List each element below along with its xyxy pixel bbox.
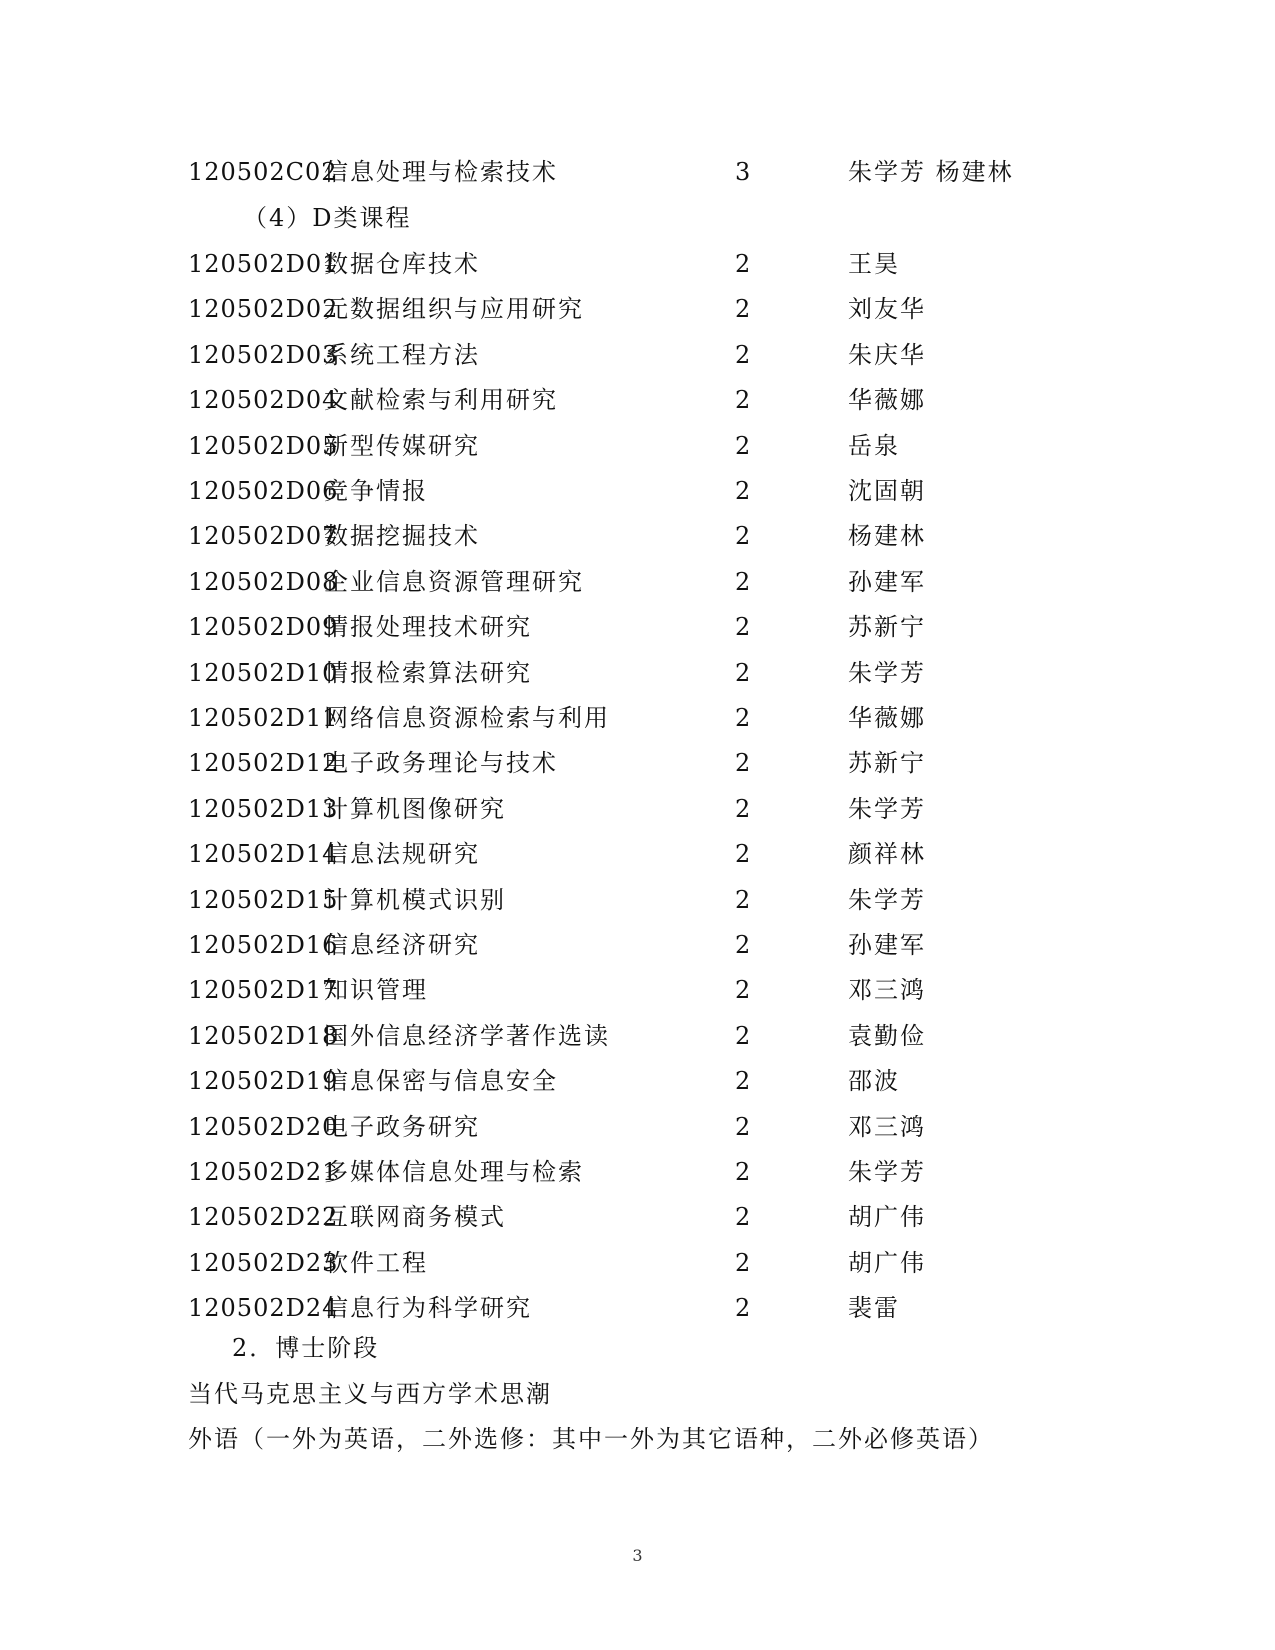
course-name: 电子政务理论与技术 — [324, 749, 558, 778]
course-teacher: 华薇娜 — [848, 704, 926, 732]
course-name: 网络信息资源检索与利用 — [324, 704, 610, 732]
course-name: 文献检索与利用研究 — [324, 386, 558, 415]
course-code: 120502D24 — [188, 1294, 339, 1323]
course-row — [0, 1288, 1275, 1328]
course-credit: 2 — [735, 931, 751, 959]
course-teacher: 邵波 — [848, 1067, 900, 1096]
course-teacher: 胡广伟 — [848, 1248, 926, 1277]
course-code: 120502D03 — [188, 340, 339, 369]
course-name: 多媒体信息处理与检索 — [324, 1158, 584, 1186]
course-code: 120502D02 — [188, 295, 339, 324]
course-row — [0, 1016, 1275, 1056]
course-teacher: 朱学芳 杨建林 — [848, 158, 1014, 186]
course-row — [0, 471, 1275, 511]
course-name: 信息法规研究 — [324, 840, 480, 869]
course-name: 软件工程 — [324, 1248, 428, 1277]
course-credit: 2 — [735, 477, 751, 505]
course-teacher: 沈固朝 — [848, 477, 926, 505]
course-credit: 2 — [735, 567, 751, 596]
course-teacher: 华薇娜 — [848, 386, 926, 415]
course-name: 互联网商务模式 — [324, 1203, 506, 1232]
course-row — [0, 244, 1275, 284]
course-row — [0, 834, 1275, 874]
doctoral-heading: 2．博士阶段 — [232, 1334, 380, 1362]
course-teacher: 苏新宁 — [848, 613, 926, 642]
course-credit: 2 — [735, 295, 751, 324]
course-credit: 2 — [735, 340, 751, 369]
course-name: 计算机模式识别 — [324, 885, 506, 914]
course-credit: 2 — [735, 1067, 751, 1096]
course-teacher: 苏新宁 — [848, 749, 926, 778]
course-name: 国外信息经济学著作选读 — [324, 1021, 610, 1050]
course-row — [0, 426, 1275, 466]
course-teacher: 颜祥林 — [848, 840, 926, 869]
course-teacher: 孙建军 — [848, 931, 926, 959]
course-row — [0, 970, 1275, 1010]
course-row — [0, 607, 1275, 647]
course-name: 知识管理 — [324, 976, 428, 1005]
course-credit: 2 — [735, 431, 751, 460]
course-code: 120502D15 — [188, 885, 339, 914]
course-row — [0, 152, 1275, 192]
course-row — [0, 925, 1275, 965]
course-credit: 2 — [735, 1248, 751, 1277]
course-name: 企业信息资源管理研究 — [324, 567, 584, 596]
course-row — [0, 1061, 1275, 1101]
course-code: 120502D04 — [188, 386, 339, 415]
course-row — [0, 562, 1275, 602]
doctoral-item: 当代马克思主义与西方学术思潮 — [188, 1380, 552, 1408]
course-teacher: 朱学芳 — [848, 885, 926, 914]
course-row — [0, 335, 1275, 375]
course-name: 信息处理与检索技术 — [324, 158, 558, 186]
course-credit: 2 — [735, 522, 751, 551]
course-name: 信息行为科学研究 — [324, 1294, 532, 1323]
course-credit: 2 — [735, 885, 751, 914]
course-credit: 2 — [735, 1158, 751, 1186]
course-row — [0, 698, 1275, 738]
course-credit: 2 — [735, 613, 751, 642]
course-row — [0, 1243, 1275, 1283]
course-teacher: 朱学芳 — [848, 794, 926, 823]
course-name: 情报检索算法研究 — [324, 658, 532, 687]
course-row — [0, 1197, 1275, 1237]
course-teacher: 胡广伟 — [848, 1203, 926, 1232]
course-credit: 3 — [735, 158, 751, 186]
course-name: 新型传媒研究 — [324, 431, 480, 460]
course-row — [0, 789, 1275, 829]
course-row — [0, 743, 1275, 783]
course-name: 系统工程方法 — [324, 340, 480, 369]
course-code: 120502D14 — [188, 840, 339, 869]
course-name: 数据挖掘技术 — [324, 522, 480, 551]
course-code: 120502D23 — [188, 1248, 339, 1277]
course-row — [0, 516, 1275, 556]
course-teacher: 袁勤俭 — [848, 1021, 926, 1050]
course-name: 数据仓库技术 — [324, 250, 480, 278]
course-code: 120502D17 — [188, 976, 339, 1005]
course-credit: 2 — [735, 794, 751, 823]
course-code: 120502D05 — [188, 431, 339, 460]
course-name: 元数据组织与应用研究 — [324, 295, 584, 324]
course-row — [0, 289, 1275, 329]
doctoral-item: 外语（一外为英语，二外选修：其中一外为其它语种，二外必修英语） — [188, 1425, 994, 1453]
course-code: 120502C02 — [188, 158, 338, 186]
course-credit: 2 — [735, 1203, 751, 1232]
course-code: 120502D12 — [188, 749, 339, 778]
section-d-heading: （4）D类课程 — [243, 204, 412, 232]
course-code: 120502D22 — [188, 1203, 339, 1232]
course-name: 信息保密与信息安全 — [324, 1067, 558, 1096]
course-credit: 2 — [735, 1294, 751, 1323]
course-credit: 2 — [735, 1021, 751, 1050]
course-credit: 2 — [735, 658, 751, 687]
course-credit: 2 — [735, 250, 751, 278]
course-credit: 2 — [735, 1112, 751, 1141]
course-credit: 2 — [735, 749, 751, 778]
course-code: 120502D20 — [188, 1112, 339, 1141]
course-name: 信息经济研究 — [324, 931, 480, 959]
course-name: 竞争情报 — [324, 477, 428, 505]
course-credit: 2 — [735, 840, 751, 869]
course-credit: 2 — [735, 386, 751, 415]
course-teacher: 岳泉 — [848, 431, 900, 460]
course-row — [0, 653, 1275, 693]
course-code: 120502D07 — [188, 522, 339, 551]
course-teacher: 邓三鸿 — [848, 1112, 926, 1141]
course-code: 120502D18 — [188, 1021, 339, 1050]
course-code: 120502D08 — [188, 567, 339, 596]
course-teacher: 王昊 — [848, 250, 900, 278]
course-code: 120502D16 — [188, 931, 339, 959]
course-teacher: 杨建林 — [848, 522, 926, 551]
course-credit: 2 — [735, 704, 751, 732]
page-number: 3 — [632, 1546, 643, 1565]
course-code: 120502D06 — [188, 477, 339, 505]
course-name: 计算机图像研究 — [324, 794, 506, 823]
course-teacher: 孙建军 — [848, 567, 926, 596]
course-code: 120502D19 — [188, 1067, 339, 1096]
course-teacher: 朱学芳 — [848, 1158, 926, 1186]
course-code: 120502D01 — [188, 250, 339, 278]
course-credit: 2 — [735, 976, 751, 1005]
course-row — [0, 880, 1275, 920]
course-teacher: 邓三鸿 — [848, 976, 926, 1005]
course-code: 120502D21 — [188, 1158, 339, 1186]
course-row — [0, 1107, 1275, 1147]
course-code: 120502D13 — [188, 794, 339, 823]
course-teacher: 刘友华 — [848, 295, 926, 324]
course-name: 情报处理技术研究 — [324, 613, 532, 642]
course-row — [0, 380, 1275, 420]
course-teacher: 朱庆华 — [848, 340, 926, 369]
course-teacher: 朱学芳 — [848, 658, 926, 687]
course-code: 120502D11 — [188, 704, 339, 732]
course-row — [0, 1152, 1275, 1192]
course-teacher: 裴雷 — [848, 1294, 900, 1323]
course-code: 120502D09 — [188, 613, 339, 642]
course-name: 电子政务研究 — [324, 1112, 480, 1141]
course-code: 120502D10 — [188, 658, 339, 687]
